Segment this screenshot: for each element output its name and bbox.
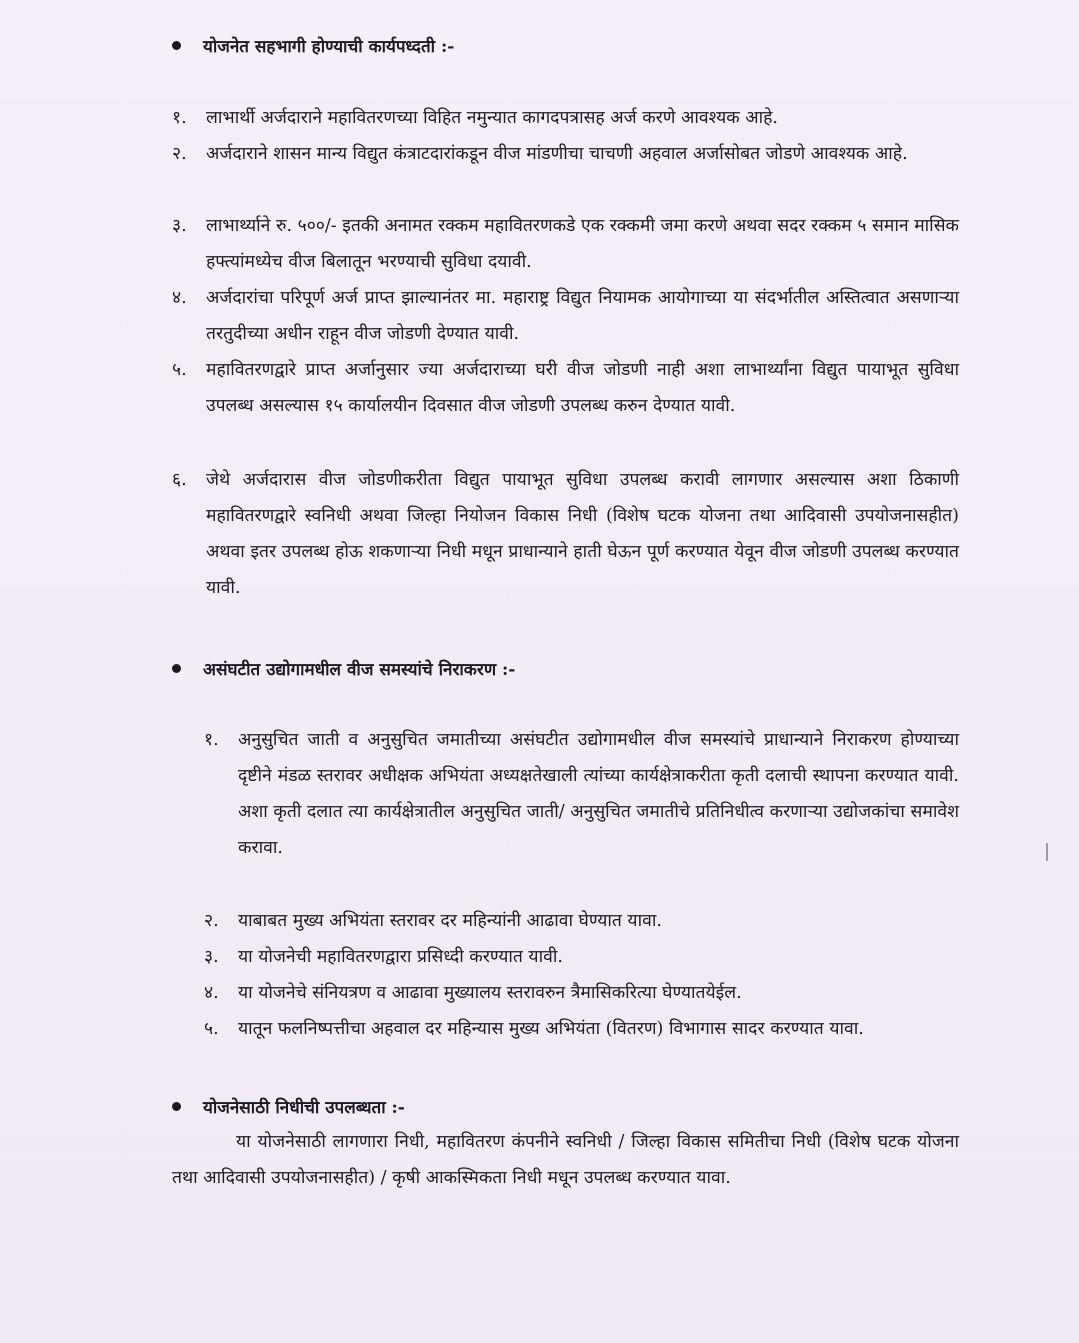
list-item (172, 352, 959, 424)
heading-text: योजनेसाठी निधीची उपलब्धता :- (203, 1098, 405, 1118)
item-number: ५. (204, 1019, 219, 1039)
item-text: यातून फलनिष्पत्तीचा अहवाल दर महिन्यास मुख्य अभियंता (वितरण) विभागास सादर करण्यात यावा. (238, 1019, 864, 1039)
list-item (204, 722, 959, 866)
item-number: ३. (204, 947, 219, 967)
item-number: १. (204, 730, 219, 750)
item-text: अर्जदारांचा परिपूर्ण अर्ज प्राप्त झाल्यानंतर मा. महाराष्ट्र विद्युत नियामक आयोगाच्या या संदर्भातील अस्तित्वात असणाऱ्या तरतुदीच्या अधीन राहून वीज जोडणी देण्यात यावी. (206, 288, 959, 344)
list-item (204, 903, 959, 939)
item-number: ६. (172, 470, 187, 490)
list-item (172, 136, 959, 172)
item-number: ५. (172, 360, 187, 380)
fund-paragraph: या योजनेसाठी लागणारा निधी, महावितरण कंपनीने स्वनिधी / जिल्हा विकास समितीचा निधी (विशेष घटक योजना तथा आदिवासी उपयोजनासहीत) / कृषी आकस्मिकता निधी मधून उपलब्ध करण्यात यावा. (172, 1132, 959, 1188)
item-text: जेथे अर्जदारास वीज जोडणीकरीता विद्युत पायाभूत सुविधा उपलब्ध करावी लागणार असल्यास अशा ठिकाणी महावितरणद्वारे स्वनिधी अथवा जिल्हा नियोजन विकास निधी (विशेष घटक योजना तथा आदिवासी उपयोजनासहीत) अथवा इतर उपलब्ध होऊ शकणाऱ्या निधी मधून प्राधान्याने हाती घेऊन पूर्ण करण्यात येवून वीज जोडणी उपलब्ध करण्यात यावी. (206, 470, 959, 598)
item-number: २. (204, 911, 219, 931)
item-number: ४. (204, 983, 219, 1003)
section-heading-fund-availability (172, 1094, 405, 1122)
list-item (172, 462, 959, 606)
heading-text: असंघटीत उद्योगामधील वीज समस्यांचे निराकरण :- (203, 660, 516, 680)
item-text: महावितरणद्वारे प्राप्त अर्जानुसार ज्या अर्जदाराच्या घरी वीज जोडणी नाही अशा लाभार्थ्यांना विद्युत पायाभूत सुविधा उपलब्ध असल्यास १५ कार्यालयीन दिवसात वीज जोडणी उपलब्ध करुन देण्यात यावी. (206, 360, 959, 416)
item-text: अनुसुचित जाती व अनुसुचित जमातीच्या असंघटीत उद्योगामधील वीज समस्यांचे प्राधान्याने निराकरण होण्याच्या दृष्टीने मंडळ स्तरावर अधीक्षक अभियंता अध्यक्षतेखाली त्यांच्या कार्यक्षेत्राकरीता कृती दलाची स्थापना करण्यात यावी. अशा कृती दलात त्या कार्यक्षेत्रातील अनुसुचित जाती/ अनुसुचित जमातीचे प्रतिनिधीत्व करणाऱ्या उद्योजकांचा समावेश करावा. (238, 730, 959, 858)
section-heading-procedure (172, 33, 454, 61)
item-text: याबाबत मुख्य अभियंता स्तरावर दर महिन्यांनी आढावा घेण्यात यावा. (238, 911, 662, 931)
list-item (204, 975, 959, 1011)
item-text: अर्जदाराने शासन मान्य विद्युत कंत्राटदारांकडून वीज मांडणीचा चाचणी अहवाल अर्जासोबत जोडणे आवश्यक आहे. (206, 144, 908, 164)
item-number: २. (172, 144, 187, 164)
heading-text: योजनेत सहभागी होण्याची कार्यपध्दती :- (203, 37, 455, 57)
item-text: या योजनेचे संनियत्रण व आढावा मुख्यालय स्तरावरुन त्रैमासिकरित्या घेण्यातयेईल. (238, 983, 742, 1003)
section-heading-unorganized-industry (172, 656, 515, 684)
list-item (172, 100, 959, 136)
bullet-icon (172, 41, 181, 50)
item-number: १. (172, 108, 187, 128)
list-item (204, 1011, 959, 1047)
item-text: या योजनेची महावितरणद्वारा प्रसिध्दी करण्यात यावी. (238, 947, 563, 967)
list-item (172, 208, 959, 280)
bullet-icon (172, 664, 181, 673)
list-item (172, 280, 959, 352)
item-text: लाभार्थी अर्जदाराने महावितरणच्या विहित नमुन्यात कागदपत्रासह अर्ज करणे आवश्यक आहे. (206, 108, 778, 128)
margin-mark (1046, 843, 1048, 861)
bullet-icon (172, 1102, 181, 1111)
item-number: ३. (172, 216, 187, 236)
item-text: लाभार्थ्याने रु. ५००/- इतकी अनामत रक्कम महावितरणकडे एक रक्कमी जमा करणे अथवा सदर रक्कम ५ समान मासिक हफ्त्यांमध्येच वीज बिलातून भरण्याची सुविधा दयावी. (206, 216, 959, 272)
list-item (204, 939, 959, 975)
item-number: ४. (172, 288, 187, 308)
